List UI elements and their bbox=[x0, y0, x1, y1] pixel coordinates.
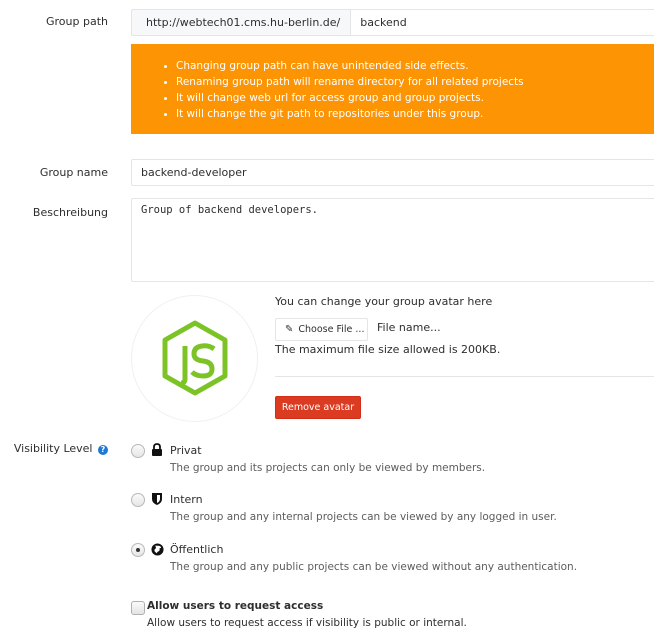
radio-description: The group and any internal projects can be viewed by any logged in user. bbox=[170, 511, 557, 523]
group-path-prefix: http://webtech01.cms.hu-berlin.de/ bbox=[131, 9, 350, 36]
request-access-checkbox[interactable] bbox=[131, 601, 145, 615]
group-path-warning bbox=[131, 44, 654, 134]
shield-icon bbox=[151, 492, 163, 506]
choose-file-label: Choose File ... bbox=[298, 324, 365, 335]
request-access-title: Allow users to request access bbox=[147, 600, 324, 612]
file-name-text: File name... bbox=[377, 321, 441, 334]
visibility-label bbox=[14, 442, 108, 455]
max-size-text: The maximum file size allowed is 200KB. bbox=[275, 343, 501, 356]
warning-item: It will change web url for access group and group projects. bbox=[164, 90, 654, 106]
avatar-divider bbox=[275, 376, 654, 377]
radio-title: Privat bbox=[170, 444, 202, 457]
avatar-help-text: You can change your group avatar here bbox=[275, 295, 493, 308]
choose-file-button[interactable] bbox=[275, 318, 368, 341]
warning-item: Changing group path can have unintended side effects. bbox=[164, 58, 654, 74]
group-name-input[interactable] bbox=[131, 159, 654, 186]
group-path-input-group bbox=[131, 9, 654, 36]
group-name-label: Group name bbox=[39, 166, 108, 179]
paperclip-icon: ✎ bbox=[285, 324, 294, 335]
nodejs-logo-icon bbox=[159, 319, 231, 399]
radio-description: The group and its projects can only be viewed by members. bbox=[170, 462, 486, 474]
lock-icon bbox=[151, 443, 163, 457]
radio-title: Intern bbox=[170, 493, 203, 506]
request-access-description: Allow users to request access if visibility is public or internal. bbox=[147, 617, 467, 629]
remove-avatar-button[interactable]: Remove avatar bbox=[275, 396, 361, 419]
description-textarea[interactable] bbox=[131, 198, 654, 282]
globe-icon bbox=[151, 543, 164, 556]
group-path-input[interactable] bbox=[350, 9, 654, 36]
description-label: Beschreibung bbox=[32, 206, 108, 219]
warning-item: Renaming group path will rename directory for all related projects bbox=[164, 74, 654, 90]
radio-description: The group and any public projects can be viewed without any authentication. bbox=[170, 561, 578, 573]
visibility-label-text: Visibility Level bbox=[13, 442, 93, 455]
group-avatar bbox=[131, 295, 258, 422]
radio-internal[interactable] bbox=[131, 493, 145, 507]
radio-private[interactable] bbox=[131, 444, 145, 458]
radio-public[interactable] bbox=[131, 543, 145, 557]
group-path-label: Group path bbox=[46, 15, 108, 28]
warning-item: It will change the git path to repositories under this group. bbox=[164, 106, 654, 122]
help-icon[interactable]: ? bbox=[98, 445, 108, 455]
radio-title: Öffentlich bbox=[170, 543, 224, 556]
